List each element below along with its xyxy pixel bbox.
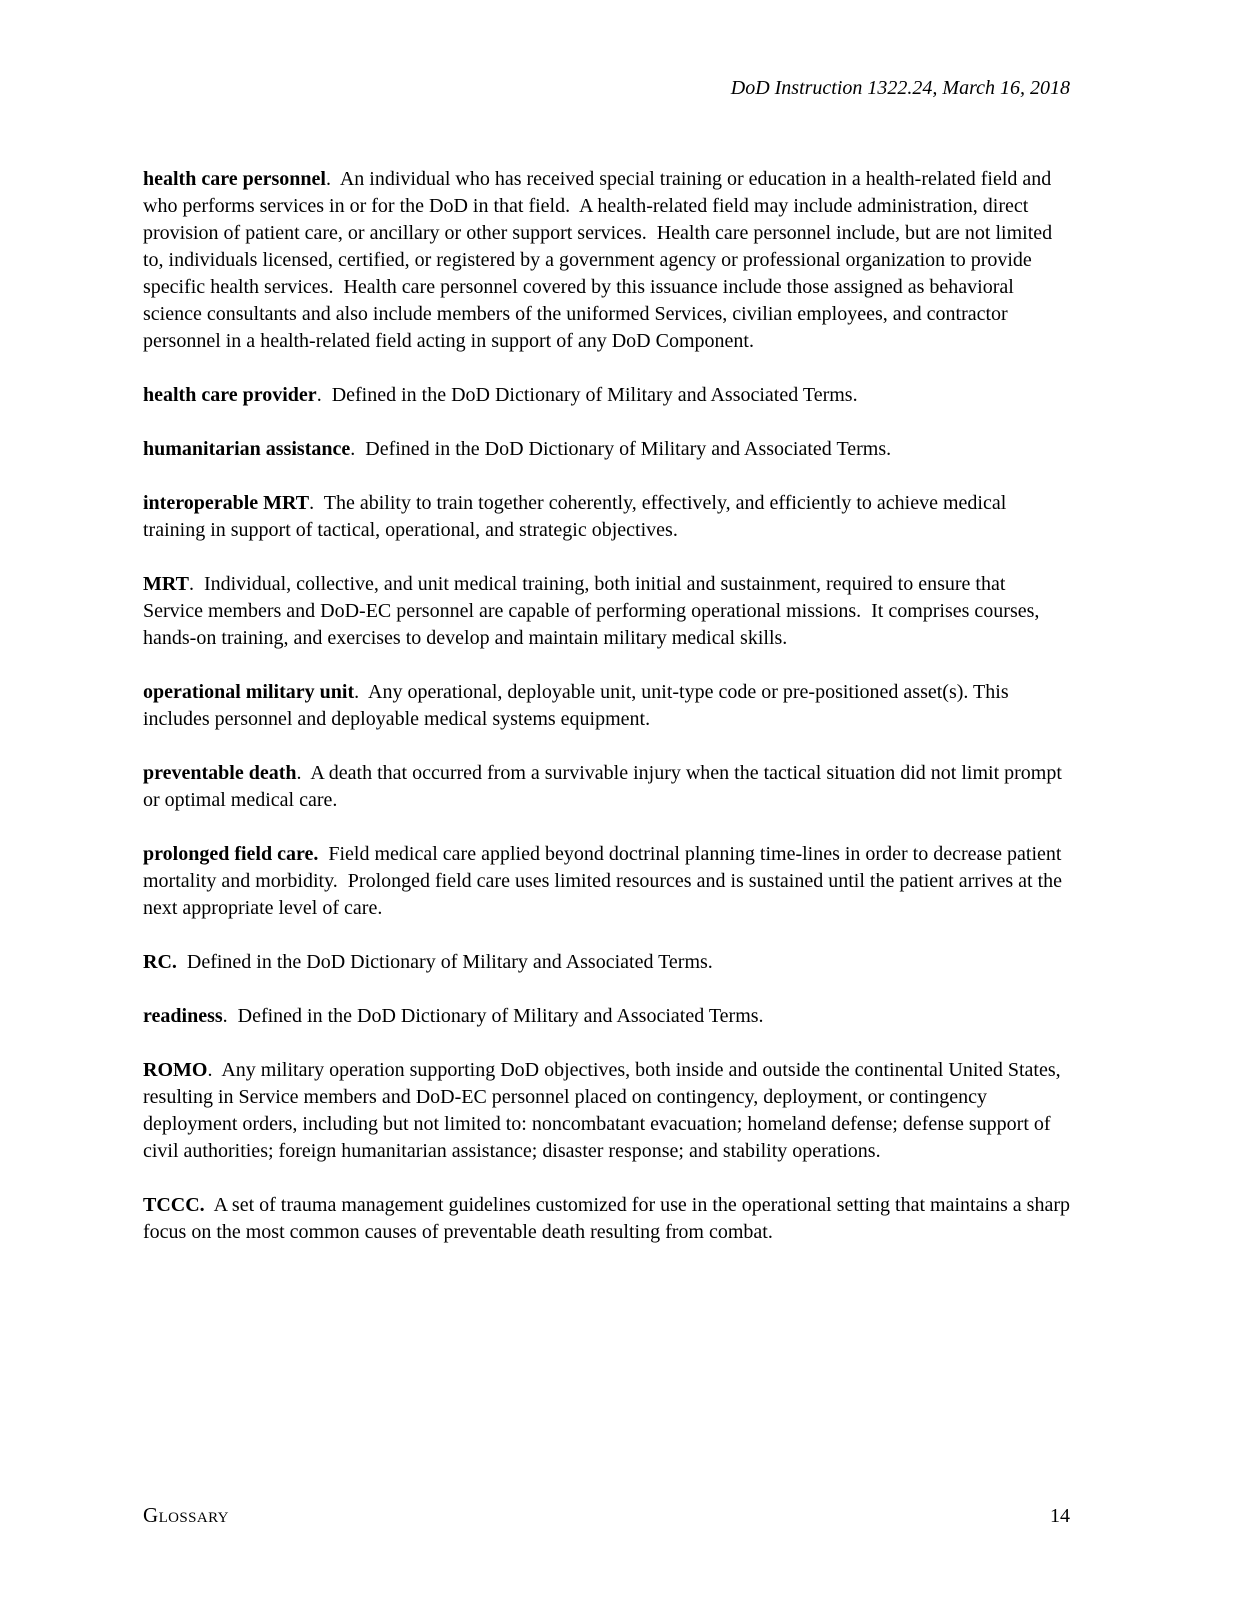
glossary-term: operational military unit [143, 681, 355, 703]
glossary-definition: Defined in the DoD Dictionary of Military and Associated Terms. [331, 384, 858, 406]
glossary-definition: Individual, collective, and unit medical training, both initial and sustainment, required to ensure that Service members and DoD-EC personnel are capable of performing operational missions. It comprises courses, hands-on training, and exercises to develop and maintain military medical skills. [143, 573, 1045, 649]
term-separator: . [325, 168, 340, 190]
glossary-definition: Defined in the DoD Dictionary of Military and Associated Terms. [186, 951, 713, 973]
term-separator: . [350, 438, 366, 460]
glossary-definition: A set of trauma management guidelines customized for use in the operational setting that maintains a sharp focus on the most common causes of preventable death resulting from combat. [143, 1194, 1076, 1243]
glossary-term: humanitarian assistance [143, 438, 351, 460]
term-separator: . [309, 492, 324, 514]
term-separator [177, 951, 187, 973]
term-separator: . [207, 1059, 222, 1081]
glossary-entry [143, 1057, 1070, 1165]
glossary-entry [143, 166, 1070, 355]
glossary-definition: Field medical care applied beyond doctrinal planning time-lines in order to decrease patient mortality and morbidity. Prolonged field care uses limited resources and is sustained until the patient arrives at the next appropriate level of care. [143, 843, 1068, 919]
document-header [143, 75, 1070, 102]
footer-page-number: 14 [1050, 1505, 1070, 1527]
document-footer [143, 1502, 1070, 1530]
glossary-definition: Defined in the DoD Dictionary of Military and Associated Terms. [237, 1005, 764, 1027]
glossary-entry [143, 490, 1070, 544]
term-separator [205, 1194, 214, 1216]
glossary-entry [143, 841, 1070, 922]
glossary-entry [143, 760, 1070, 814]
glossary-entry [143, 679, 1070, 733]
glossary-term: ROMO [143, 1059, 208, 1081]
glossary-entry [143, 1192, 1076, 1246]
glossary-entry [143, 436, 1070, 463]
glossary-term: prolonged field care. [143, 843, 319, 865]
term-separator [318, 843, 328, 865]
glossary-term: health care personnel [143, 168, 326, 190]
glossary-definition: Any military operation supporting DoD objectives, both inside and outside the continental United States, resulting in Service members and DoD-EC personnel placed on contingency, deployment, or contingency deployment orders, including but not limited to: noncombatant evacuation; homeland defense; defense support of civil authorities; foreign humanitarian assistance; disaster response; and stability operations. [143, 1059, 1066, 1162]
glossary-definition: Defined in the DoD Dictionary of Military and Associated Terms. [365, 438, 892, 460]
glossary-entry [143, 1003, 1070, 1030]
glossary-entry [143, 382, 1070, 409]
glossary-entry [143, 571, 1070, 652]
term-separator: . [222, 1005, 238, 1027]
term-separator: . [296, 762, 311, 784]
glossary-term: readiness [143, 1005, 223, 1027]
term-separator: . [188, 573, 204, 595]
glossary-term: preventable death [143, 762, 297, 784]
glossary-definition: Any operational, deployable unit, unit-type code or pre-positioned asset(s). This includes personnel and deployable medical systems equipment. [143, 681, 1014, 730]
glossary-term: health care provider [143, 384, 317, 406]
glossary-term: MRT [143, 573, 189, 595]
glossary-term: TCCC. [143, 1194, 205, 1216]
glossary-term: interoperable MRT [143, 492, 310, 514]
glossary-entry [143, 949, 1070, 976]
glossary-term: RC. [143, 951, 177, 973]
glossary-definition: An individual who has received special training or education in a health-related field and who performs services in or for the DoD in that field. A health-related field may include administration, direct provision of patient care, or ancillary or other support services. Health care personnel include, but are not limited to, individuals licensed, certified, or registered by a government agency or professional organization to provide specific health services. Health care personnel covered by this issuance include those assigned as behavioral science consultants and also include members of the uniformed Services, civilian employees, and contractor personnel in a health-related field acting in support of any DoD Component. [143, 168, 1058, 352]
glossary-body [143, 166, 1076, 1246]
term-separator: . [316, 384, 332, 406]
footer-section-label: Glossary [143, 1503, 229, 1527]
term-separator: . [354, 681, 369, 703]
document-header-text: DoD Instruction 1322.24, March 16, 2018 [730, 77, 1070, 99]
glossary-definition: A death that occurred from a survivable injury when the tactical situation did not limit prompt or optimal medical care. [143, 762, 1067, 811]
glossary-definition: The ability to train together coherently, effectively, and efficiently to achieve medical training in support of tactical, operational, and strategic objectives. [143, 492, 1012, 541]
